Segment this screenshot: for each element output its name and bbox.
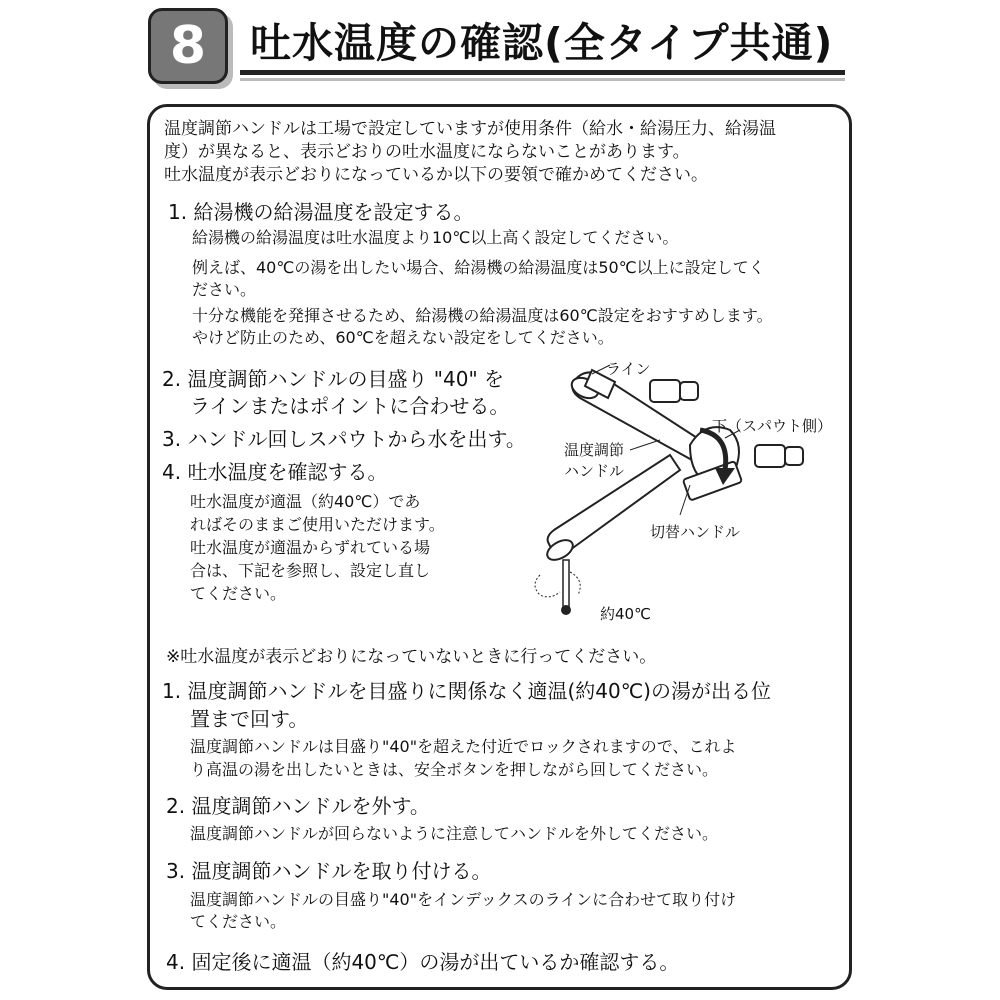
section-number-badge: 8 (148, 8, 228, 84)
section-header (0, 0, 1000, 100)
title-underline (240, 70, 845, 75)
s2-step3-title: 3. 温度調節ハンドルを取り付ける。 (166, 859, 492, 883)
s1-step4-line-1: 吐水温度が適温（約40℃）であ (190, 492, 421, 511)
s1-step1-line-4: 十分な機能を発揮させるため、給湯機の給湯温度は60℃設定をおすすめします。 (192, 306, 773, 325)
s2-step4-title: 4. 固定後に適温（約40℃）の湯が出ているか確認する。 (166, 950, 680, 974)
s2-step2-title: 2. 温度調節ハンドルを外す。 (166, 794, 430, 818)
s2-step3-line-1: 温度調節ハンドルの目盛り"40"をインデックスのラインに合わせて取り付け (190, 890, 737, 909)
s2-step1-line-1: 温度調節ハンドルは目盛り"40"を超えた付近でロックされますので、これよ (190, 737, 737, 756)
label-temp-handle-2: ハンドル (564, 462, 625, 480)
intro-line-1: 温度調節ハンドルは工場で設定していますが使用条件（給水・給湯圧力、給湯温 (164, 119, 776, 139)
s1-step3-title: 3. ハンドル回しスパウトから水を出す。 (162, 427, 526, 451)
label-line: ライン (606, 360, 651, 378)
label-temperature: 約40℃ (600, 605, 651, 623)
s1-step4-line-2: ればそのままご使用いただけます。 (190, 515, 445, 534)
intro-line-2: 度）が異なると、表示どおりの吐水温度にならないことがあります。 (164, 142, 690, 162)
intro-line-3: 吐水温度が表示どおりになっているか以下の要領で確かめてください。 (164, 165, 708, 185)
s1-step1-line-1: 給湯機の給湯温度は吐水温度より10℃以上高く設定してください。 (192, 228, 679, 247)
label-down-spout: 下（スパウト側） (712, 417, 833, 435)
s1-step1-title: 1. 給湯機の給湯温度を設定する。 (168, 200, 474, 224)
s1-step4-line-3: 吐水温度が適温からずれている場 (190, 538, 431, 557)
s2-step3-line-2: てください。 (190, 912, 287, 931)
s2-step1-title-2: 置まで回す。 (190, 707, 309, 731)
s1-step4-line-5: てください。 (190, 584, 287, 603)
label-temp-handle-1: 温度調節 (564, 441, 625, 459)
title-underline-shadow (240, 78, 845, 81)
s2-note: ※吐水温度が表示どおりになっていないときに行ってください。 (166, 647, 657, 667)
s2-step2-line-1: 温度調節ハンドルが回らないように注意してハンドルを外してください。 (190, 824, 719, 843)
s2-step1-line-2: り高温の湯を出したいときは、安全ボタンを押しながら回してください。 (190, 760, 719, 779)
s1-step2-title-2: ラインまたはポイントに合わせる。 (190, 394, 510, 418)
s1-step1-line-5: やけど防止のため、60℃を超えない設定をしてください。 (192, 328, 614, 347)
s1-step1-line-2: 例えば、40℃の湯を出したい場合、給湯機の給湯温度は50℃以上に設定してく (192, 258, 765, 277)
section-title: 吐水温度の確認(全タイプ共通) (250, 19, 834, 67)
s1-step4-title: 4. 吐水温度を確認する。 (162, 460, 388, 484)
label-switch-handle: 切替ハンドル (650, 523, 741, 541)
s1-step4-line-4: 合は、下記を参照し、設定し直し (190, 561, 431, 580)
s1-step1-line-3: ださい。 (192, 280, 257, 299)
s2-step1-title-1: 1. 温度調節ハンドルを目盛りに関係なく適温(約40℃)の湯が出る位 (162, 679, 771, 703)
faucet-illustration (530, 360, 833, 620)
s1-step2-title-1: 2. 温度調節ハンドルの目盛り "40" を (162, 367, 505, 391)
